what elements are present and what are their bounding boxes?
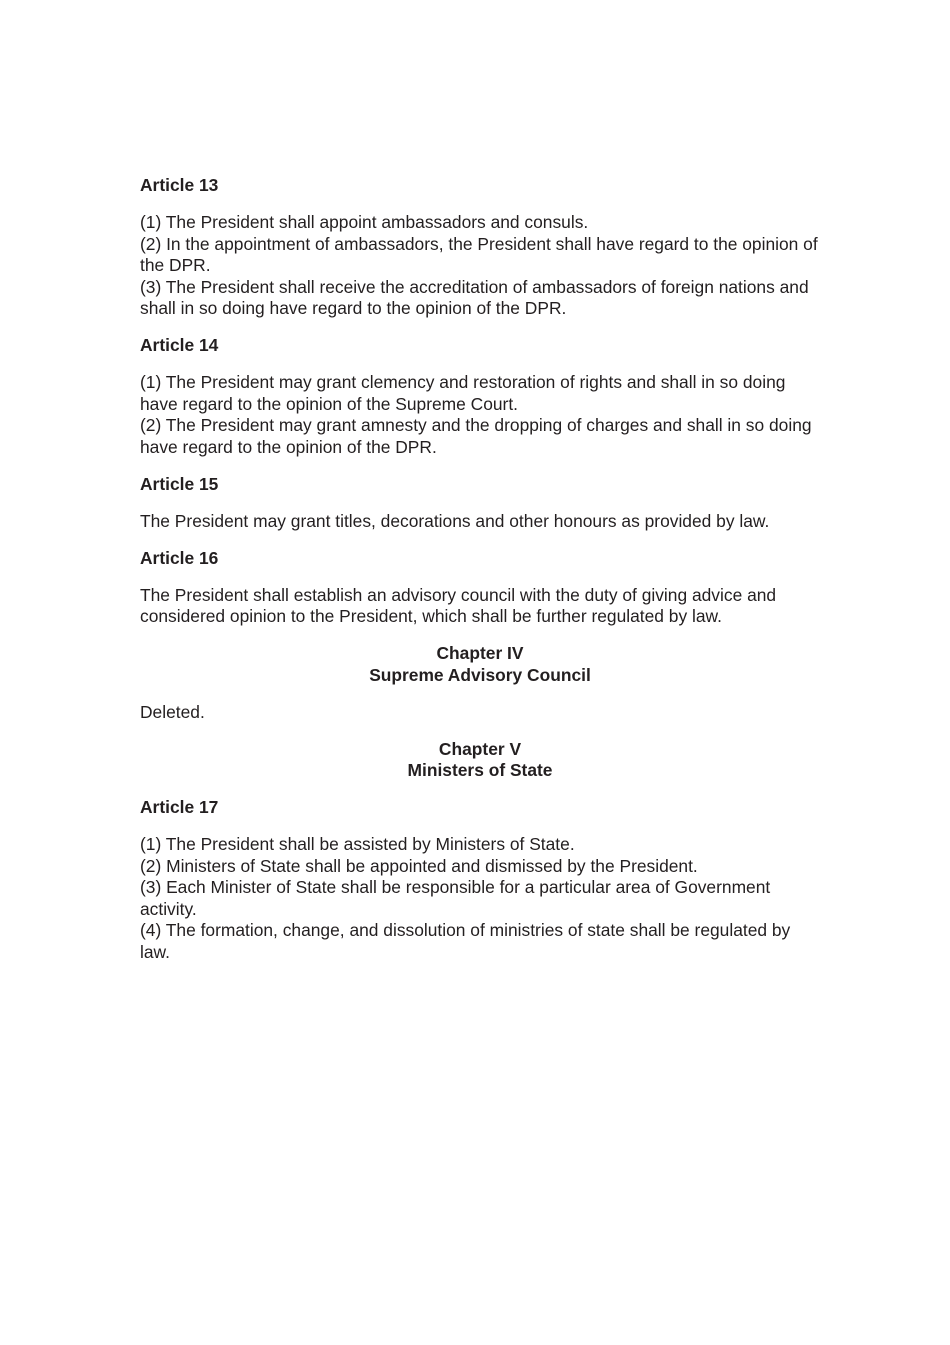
article-13-heading: Article 13 [140,175,219,195]
chapter-5-number: Chapter V [438,738,522,759]
chapter-5-heading [140,739,820,782]
article-14-heading: Article 14 [140,335,219,355]
article-14-body [140,372,820,458]
document-page [140,175,820,979]
chapter-4-title: Supreme Advisory Council [369,664,591,685]
chapter-5-title: Ministers of State [407,760,553,780]
article-13-body [140,212,820,320]
article-15-heading: Article 15 [140,473,219,494]
article-13-item-3: (3) The President shall receive the accreditation of ambassadors of foreign nations and shall in so doing have regard to the opinion of the DPR. [140,276,809,318]
article-17-item-1: (1) The President shall be assisted by Ministers of State. [140,834,575,854]
article-14-item-2: (2) The President may grant amnesty and the dropping of charges and shall in so doing have regard to the opinion of the DPR. [140,415,812,457]
chapter-4-heading [140,643,820,686]
article-17-heading: Article 17 [140,797,219,817]
article-17-body [140,834,820,963]
chapter-4-text: Deleted. [140,701,205,722]
article-15-text: The President may grant titles, decorations and other honours as provided by law. [140,510,770,531]
article-17-item-4: (4) The formation, change, and dissolution of ministries of state shall be regulated by law. [140,920,791,962]
article-17-item-3: (3) Each Minister of State shall be responsible for a particular area of Government activity. [140,877,771,919]
article-14-item-1: (1) The President may grant clemency and restoration of rights and shall in so doing have regard to the opinion of the Supreme Court. [140,372,786,414]
article-13-item-1: (1) The President shall appoint ambassadors and consuls. [140,212,589,232]
article-16-heading: Article 16 [140,547,219,568]
article-17-item-2: (2) Ministers of State shall be appointed and dismissed by the President. [140,855,698,876]
chapter-4-number: Chapter IV [436,643,524,663]
article-16-text: The President shall establish an advisory council with the duty of giving advice and considered opinion to the President, which shall be further regulated by law. [140,584,777,626]
article-13-item-2: (2) In the appointment of ambassadors, the President shall have regard to the opinion of the DPR. [140,233,818,275]
